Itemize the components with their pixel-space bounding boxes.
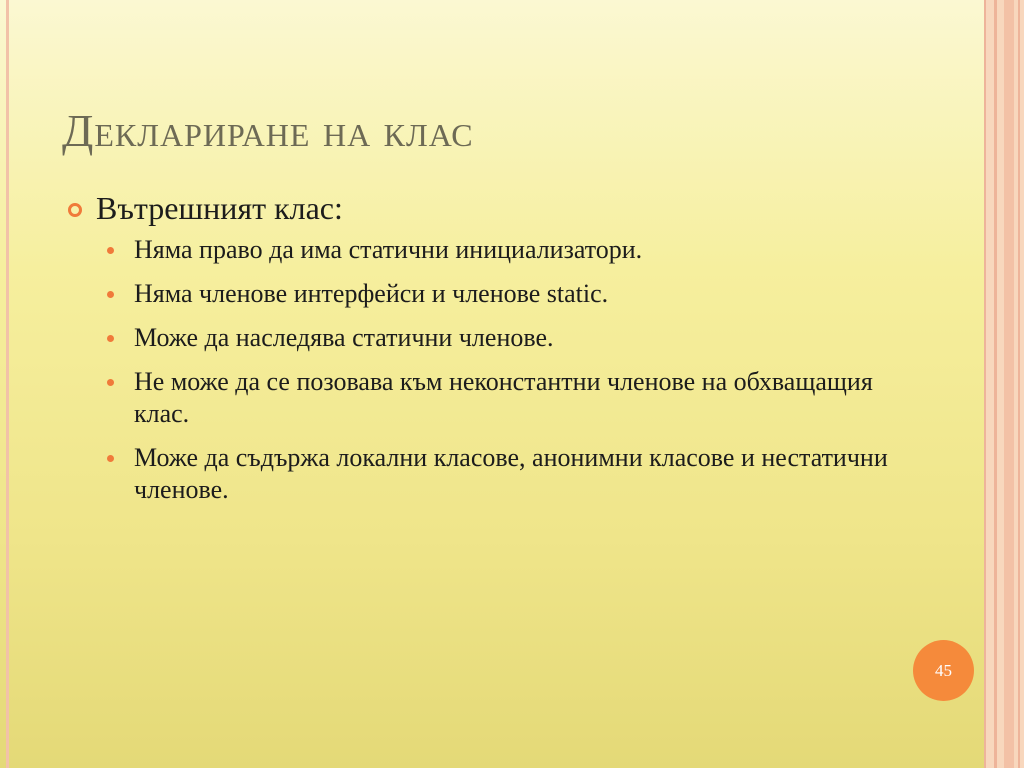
- slide-title: Деклариране на клас: [62, 105, 474, 156]
- sub-bullet-text: Няма право да има статични инициализатори.: [134, 235, 643, 264]
- sub-bullet-item: [66, 278, 896, 310]
- dot-bullet-icon: [107, 335, 114, 342]
- page-number-badge: 45: [913, 640, 974, 701]
- dot-bullet-icon: [107, 455, 114, 462]
- right-decorative-band: [984, 0, 1024, 768]
- sub-bullet-item: [66, 234, 896, 266]
- dot-bullet-icon: [107, 291, 114, 298]
- dot-bullet-icon: [107, 247, 114, 254]
- band-stripe: [1018, 0, 1020, 768]
- sub-bullet-text: Няма членове интерфейси и членове static.: [134, 279, 609, 308]
- sub-bullet-text: Не може да се позовава към неконстантни членове на обхващащия клас.: [134, 367, 873, 428]
- band-stripe: [1004, 0, 1014, 768]
- main-bullet-text: Вътрешният клас:: [96, 190, 343, 226]
- sub-bullet-item: [66, 442, 896, 506]
- ring-bullet-icon: [68, 203, 82, 217]
- sub-bullet-text: Може да наследява статични членове.: [134, 323, 554, 352]
- sub-bullet-item: [66, 322, 896, 354]
- left-border-line: [6, 0, 9, 768]
- sub-bullet-text: Може да съдържа локални класове, анонимни класове и нестатични членове.: [134, 443, 888, 504]
- sub-bullet-item: [66, 366, 896, 430]
- slide-content: [66, 188, 896, 518]
- main-bullet: [66, 188, 896, 228]
- band-stripe: [984, 0, 986, 768]
- sub-bullet-list: [66, 234, 896, 506]
- dot-bullet-icon: [107, 379, 114, 386]
- band-stripe: [994, 0, 997, 768]
